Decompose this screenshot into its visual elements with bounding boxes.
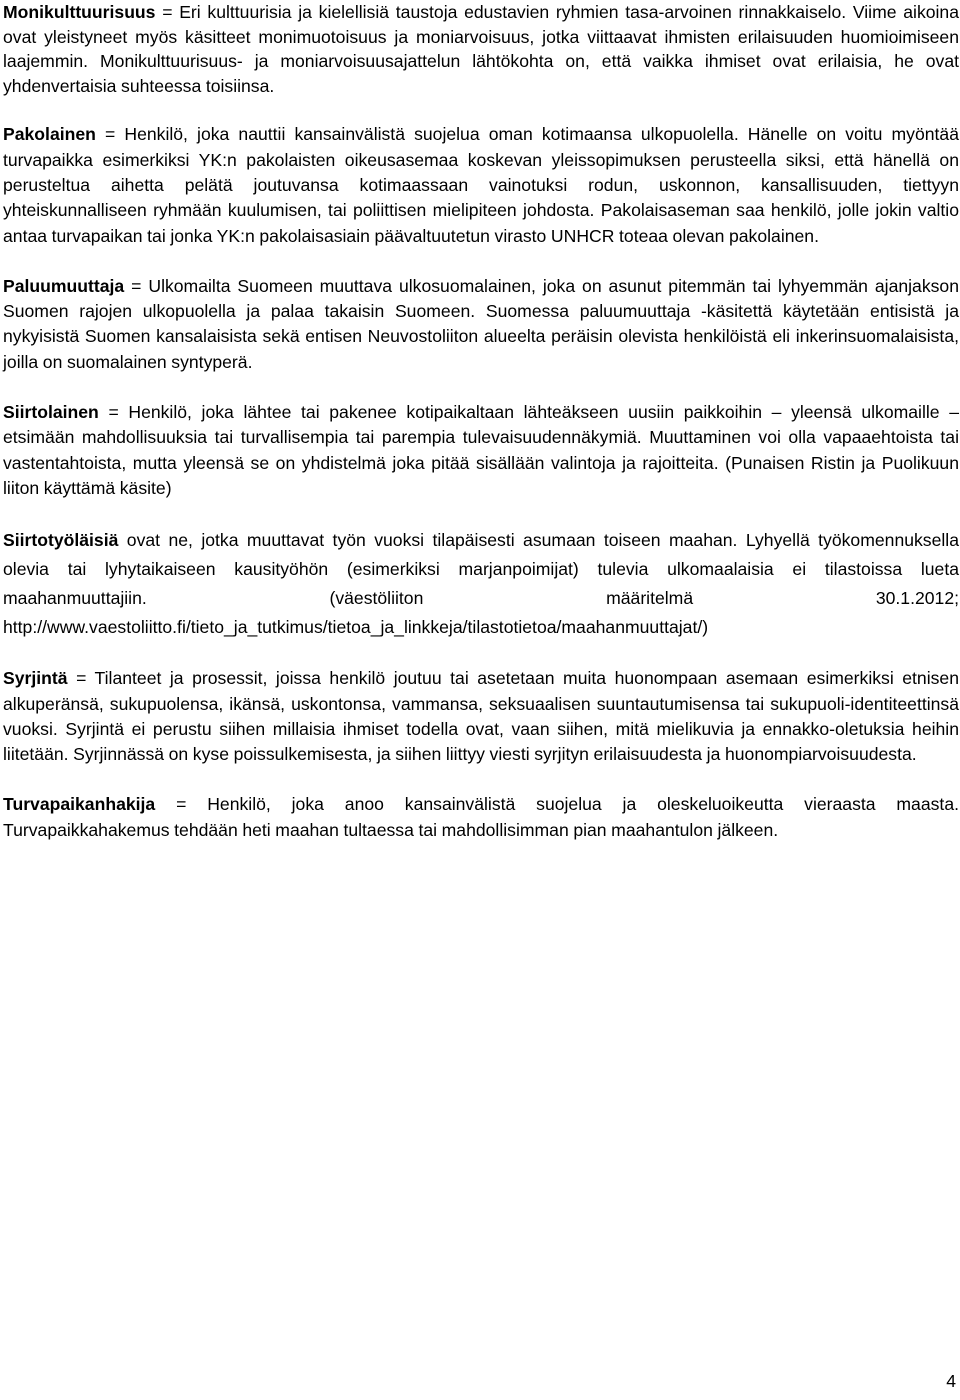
term-paluumuuttaja: Paluumuuttaja (3, 275, 125, 296)
glossary-entry-paluumuuttaja (3, 274, 959, 375)
term-syrjinta: Syrjintä (3, 668, 68, 689)
definition-turvapaikanhakija: = Henkilö, joka anoo kansainvälistä suojelua ja oleskeluoikeutta vieraasta maasta. Turvapaikkahakemus tehdään heti maahan tultaessa tai mahdollisimman pian maahantulon jälkeen. (3, 794, 959, 840)
glossary-entry-siirtotyolaisia (3, 526, 959, 642)
term-siirtotyolaisia: Siirtotyöläisiä (3, 530, 119, 551)
glossary-entry-pakolainen (3, 122, 959, 248)
glossary-entry-monikulttuurisuus (3, 0, 959, 98)
glossary-page (3, 0, 959, 843)
definition-siirtolainen: = Henkilö, joka lähtee tai pakenee kotipaikaltaan lähteäkseen uusiin paikkoihin – yleensä ulkomaille – etsimään mahdollisuuksia tai turvallisempia tai parempia tulevaisuudennäkymiä. Muuttaminen voi olla vapaaehtoista tai vastentahtoista, mutta yleensä se on yhdistelmä joka pitää sisällään valintoja ja rajoitteita. (Punaisen Ristin ja Puolikuun liiton käyttämä käsite) (3, 402, 959, 498)
page-number: 4 (946, 1371, 956, 1391)
definition-paluumuuttaja: = Ulkomailta Suomeen muuttava ulkosuomalainen, joka on asunut pitemmän tai lyhyemmän ajanjakson Suomen rajojen ulkopuolella ja palaa takaisin Suomeen. Suomessa paluumuuttaja -käsitettä käytetään entisistä ja nykyisistä Suomen kansalaisista sekä entisen Neuvostoliiton alueelta peräisin olevista henkilöistä eli inkerinsuomalaisista, joilla on suomalainen syntyperä. (3, 275, 959, 372)
glossary-entry-siirtolainen (3, 400, 959, 501)
definition-siirtotyolaisia: ovat ne, jotka muuttavat työn vuoksi tilapäisesti asumaan toiseen maahan. Lyhyellä työkomennuksella olevia tai lyhytaikaiseen kausityöhön (esimerkiksi marjanpoimijat) tulevia ulkomaalaisia ei tilastoissa lueta maahanmuuttajiin. (väestöliiton määritelmä 30.1.2012; http://www.vaestoliitto.fi/tieto_ja_tutkimus/tietoa_ja_linkkeja/tilastotietoa/maahanmuuttajat/) (3, 530, 959, 638)
glossary-entry-syrjinta (3, 666, 959, 767)
definition-pakolainen: = Henkilö, joka nauttii kansainvälistä suojelua oman kotimaansa ulkopuolella. Hänelle on voitu myöntää turvapaikka esimerkiksi YK:n pakolaisten oikeusasemaa koskevan yleissopimuksen perusteella siksi, että hänellä on perusteltua aihetta pelätä joutuvansa kotimaassaan vainotuksi rodun, uskonnon, kansallisuuden, tiettyyn yhteiskunnalliseen ryhmään kuulumisen, tai poliittisen mielipiteen johdosta. Pakolaisaseman saa henkilö, jolle jokin valtio antaa turvapaikan tai jonka YK:n pakolaisasiain päävaltuutetun virasto UNHCR toteaa olevan pakolainen. (3, 124, 959, 246)
definition-monikulttuurisuus: = Eri kulttuurisia ja kielellisiä taustoja edustavien ryhmien tasa-arvoinen rinnakkaiselo. Viime aikoina ovat yleistyneet myös käsitteet monimuotoisuus ja moniarvoisuus, jotka viittaavat ihmisten erilaisuuden huomioimiseen laajemmin. Monikulttuurisuus- ja moniarvoisuusajattelun lähtökohta on, että vaikka ihmiset ovat erilaisia, he ovat yhdenvertaisia suhteessa toisiinsa. (3, 2, 959, 96)
definition-syrjinta: = Tilanteet ja prosessit, joissa henkilö joutuu tai asetetaan muita huonompaan asemaan esimerkiksi etnisen alkuperänsä, sukupuolensa, ikänsä, uskontonsa, vammansa, seksuaalisen suuntautumisensa tai sukupuoli-identiteettinsä vuoksi. Syrjintä ei perustu siihen millaisia ihmiset todella ovat, vaan siihen, mitä mielikuvia ja ennakko-oletuksia heihin liitetään. Syrjinnässä on kyse poissulkemisesta, ja siihen liittyy viesti syrjityn erilaisuudesta ja huonompiarvoisuudesta. (3, 668, 959, 765)
term-siirtolainen: Siirtolainen (3, 402, 99, 423)
term-monikulttuurisuus: Monikulttuurisuus (3, 2, 156, 22)
glossary-entry-turvapaikanhakija (3, 792, 959, 843)
term-pakolainen: Pakolainen (3, 124, 96, 145)
term-turvapaikanhakija: Turvapaikanhakija (3, 794, 156, 815)
